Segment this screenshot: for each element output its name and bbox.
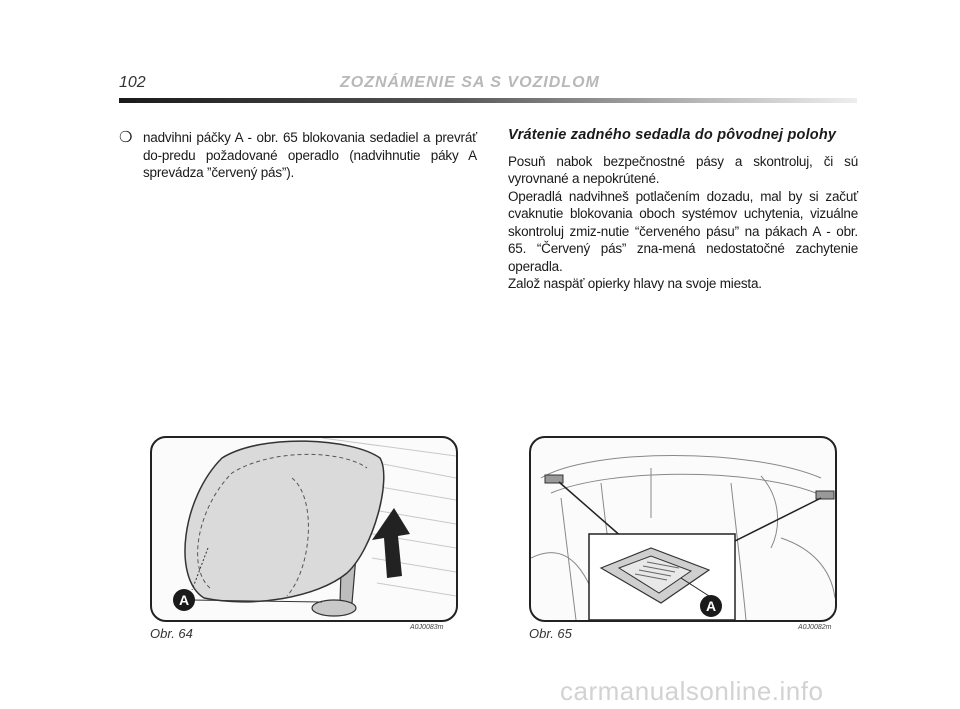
figure-64-code: A0J0083m bbox=[410, 624, 444, 631]
figure-65-code: A0J0082m bbox=[798, 624, 832, 631]
open-circle-bullet-icon: ❍ bbox=[119, 129, 133, 146]
figure-64-caption: Obr. 64 bbox=[150, 626, 193, 641]
header-rule bbox=[119, 98, 857, 103]
figure-64-label: A bbox=[178, 592, 190, 608]
figure-65-label: A bbox=[705, 598, 717, 614]
left-column bbox=[119, 129, 477, 182]
page-number: 102 bbox=[119, 74, 146, 91]
bullet-item bbox=[119, 129, 477, 182]
bullet-text: nadvihni páčky A - obr. 65 blokovania sedadiel a prevráť do-predu požadované operadlo (nadvihnutie páky A sprevádza ”červený pás”). bbox=[143, 130, 477, 180]
right-column bbox=[508, 127, 858, 293]
figure-64-headrest bbox=[150, 436, 458, 622]
paragraph-2: Operadlá nadvihneš potlačením dozadu, mal by si začuť cvaknutie blokovania oboch systémov uchytenia, vizuálne skontroluj zmiz-nutie “červeného pásu” na pákach A - obr. 65. “Červený pás” zna-mená nedostatočné zachytenie operadla. bbox=[508, 188, 858, 274]
figure-65-seat-lever bbox=[529, 436, 837, 622]
paragraph-1: Posuň nabok bezpečnostné pásy a skontroluj, či sú vyrovnané a nepokrútené. bbox=[508, 153, 858, 186]
section-title: ZOZNÁMENIE SA S VOZIDLOM bbox=[340, 74, 600, 91]
rear-seat-illustration bbox=[531, 438, 835, 620]
up-arrow-icon bbox=[372, 508, 410, 578]
headrest-illustration bbox=[152, 438, 456, 620]
figure-65-caption: Obr. 65 bbox=[529, 626, 572, 641]
paragraph-3: Založ naspäť opierky hlavy na svoje miesta. bbox=[508, 276, 762, 291]
subsection-title: Vrátenie zadného sedadla do pôvodnej polohy bbox=[508, 127, 837, 143]
watermark: carmanualsonline.info bbox=[560, 676, 824, 706]
